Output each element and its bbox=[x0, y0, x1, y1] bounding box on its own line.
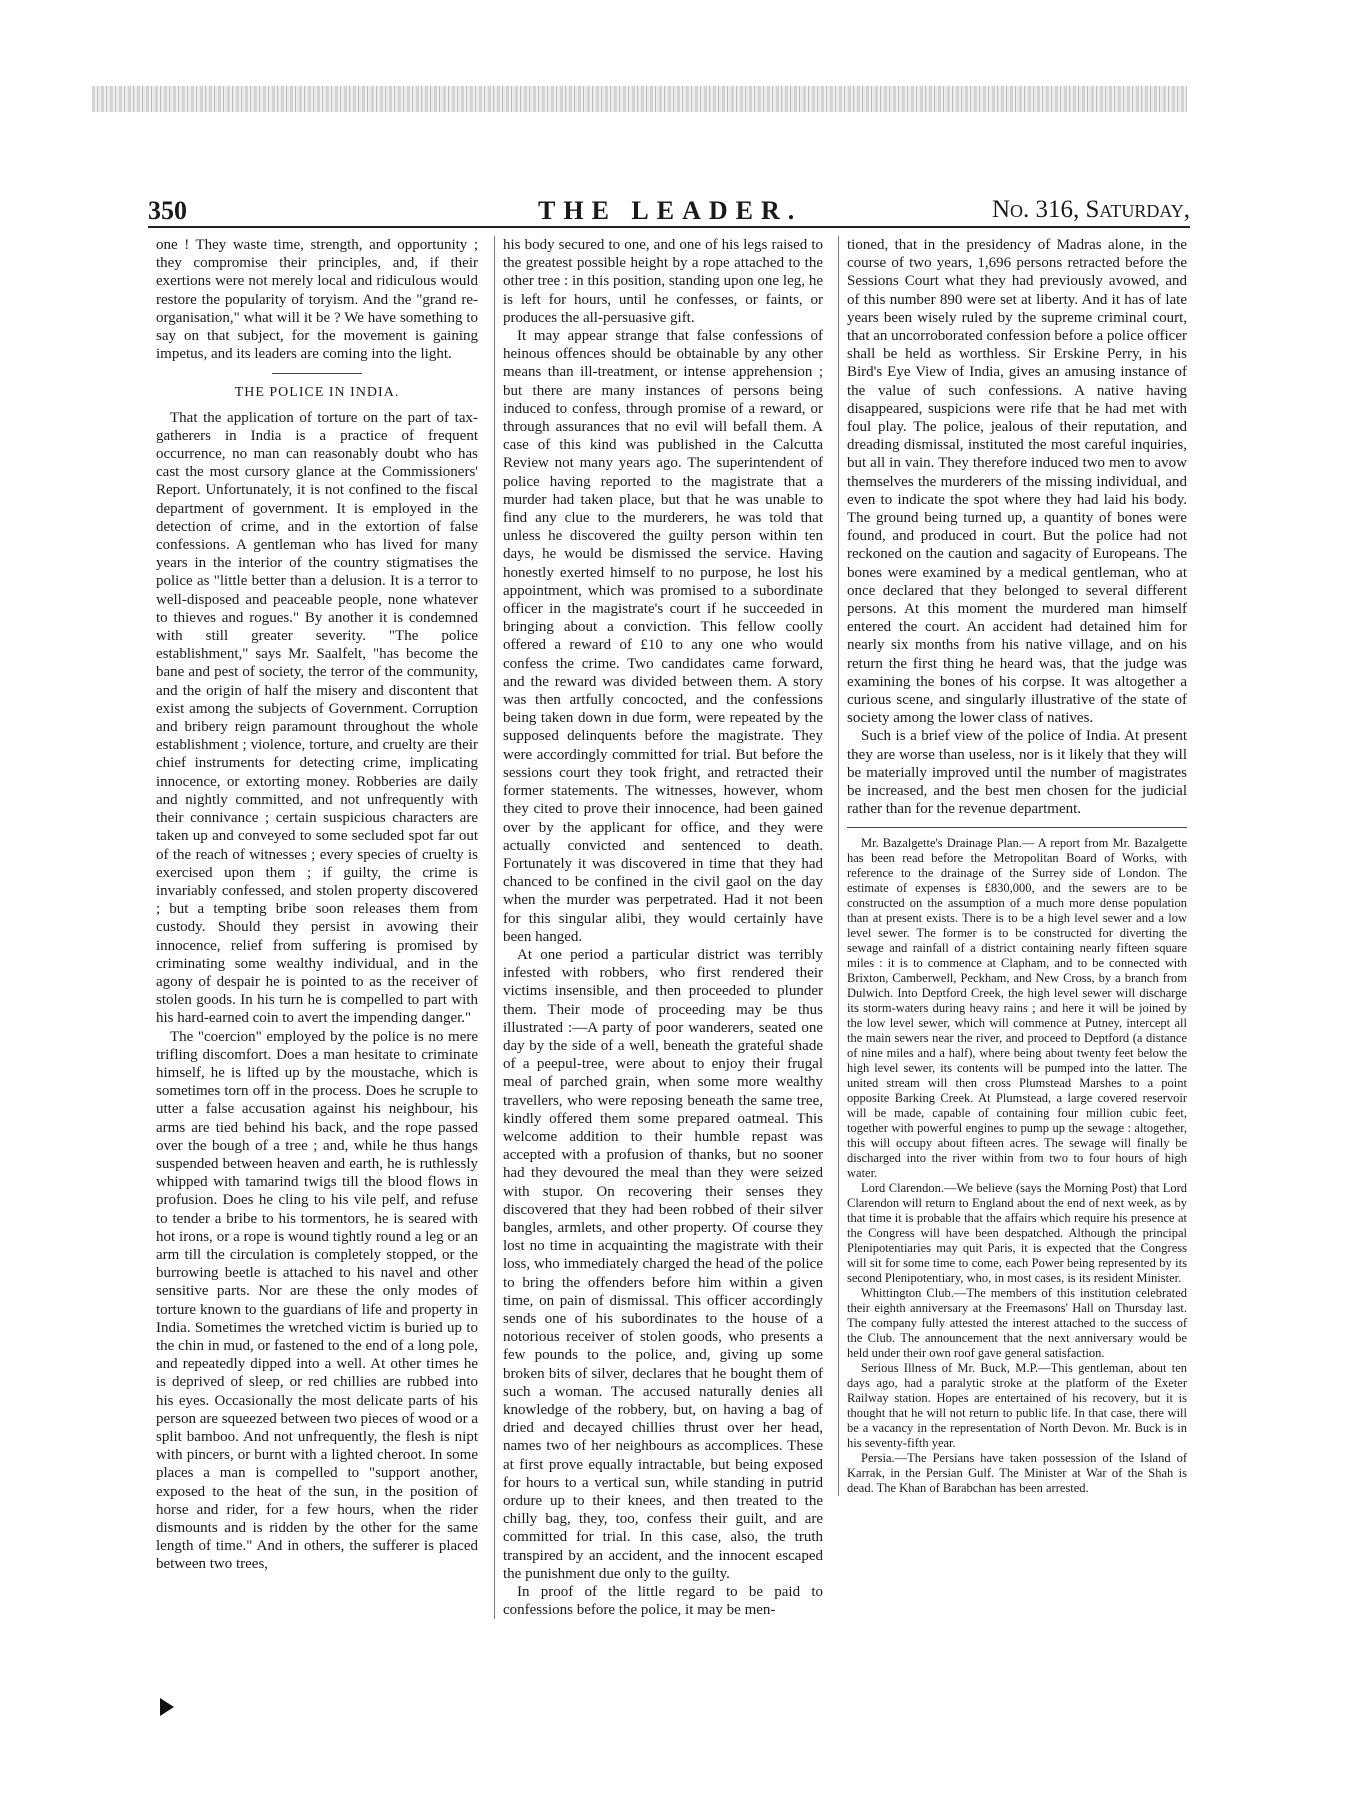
news-items bbox=[847, 836, 1187, 1496]
column-right bbox=[838, 236, 1187, 1496]
column-middle bbox=[494, 236, 823, 1619]
section-title: THE POLICE IN INDIA. bbox=[234, 385, 400, 401]
scan-arrow-marker bbox=[160, 1698, 174, 1716]
section-divider bbox=[847, 827, 1187, 828]
scan-border-band bbox=[92, 86, 1187, 112]
paragraph: It may appear strange that false confessions of heinous offences should be obtainable by any other means than ill-treatment, or intense apprehension ; but there are many instances of persons being induced to confess, through promise of a reward, or through assurances that no evil will befall them. A case of this kind was published in the Calcutta Review not many years ago. The superintendent of police having reported to the magistrate that a murder had taken place, but that he was unable to find any clue to the murderers, he was told that unless he discovered the guilty person within ten days, he would be dismissed the service. Having honestly exerted himself to no purpose, he lost his appointment, which was promised to a subordinate officer in the magistrate's court if he succeeded in bringing about a conviction. This fellow coolly offered a reward of £10 to any one who would confess the crime. Two candidates came forward, and the reward was divided between them. A story was then artfully concocted, and the confessions being taken down in due form, were repeated by the supposed delinquents before the magistrate. They were accordingly committed for trial. But before the sessions court they took fright, and retracted their former statements. The witnesses, however, whom they cited to prove their innocence, had been gained over by the applicant for office, and they were actually convicted and sentenced to death. Fortunately it was discovered in time that they had chanced to be confined in the civil gaol on the day when the murder was perpetrated. Had it not been for this singular alibi, they would certainly have been hanged. bbox=[503, 328, 823, 945]
paragraph: That the application of torture on the part of tax-gatherers in India is a practice of frequent occurrence, no man can reasonably doubt who has cast the most cursory glance at the Commissioners' Report. Unfortunately, it is not confined to the fiscal department of government. It is employed in the detection of crime, and in the extortion of false confessions. A gentleman who has lived for many years in the interior of the country stigmatises the police as "little better than a delusion. It is a terror to well-disposed and peaceable people, none whatever to thieves and rogues." By another it is condemned with still greater severity. "The police establishment," says Mr. Saalfelt, "has become the bane and pest of society, the terror of the community, and the origin of half the misery and discontent that exist among the subjects of Government. Corruption and bribery reign paramount throughout the whole establishment ; violence, torture, and cruelty are their chief instruments for detecting crime, implicating innocence, or extorting money. Robberies are daily and nightly committed, and not unfrequently with their connivance ; certain suspicious characters are taken up and conveyed to some secluded spot far out of the reach of witnesses ; every species of cruelty is exercised upon them ; if guilty, the crime is invariably confessed, and stolen property discovered ; but a tempting bribe soon releases them from custody. Should they persist in avowing their innocence, relief from suffering is promised by criminating some wealthy individual, and in the agony of despair he is pointed to as the receiver of stolen goods. In his turn he is compelled to part with his hard-earned coin to avert the impending danger." bbox=[156, 409, 478, 1027]
page-number: 350 bbox=[148, 196, 187, 225]
masthead-title: THE LEADER. bbox=[538, 196, 803, 225]
news-item: Persia.—The Persians have taken possession of the Island of Karrak, in the Persian Gulf. The Minister at War of the Shah is dead. The Khan of Barabchan has been arrested. bbox=[847, 1450, 1187, 1495]
paragraph: his body secured to one, and one of his legs raised to the greatest possible height by a rope attached to the other tree : in this position, standing upon one leg, he is left for hours, until he confesses, or faints, or produces the all-persuasive gift. bbox=[503, 237, 823, 326]
news-item: Mr. Bazalgette's Drainage Plan.— A report from Mr. Bazalgette has been read before the Metropolitan Board of Works, with reference to the drainage of the Surrey side of London. The estimate of expenses is £830,000, and the sewers are to be constructed on the assumption of a much more dense population than at present exists. There is to be a high level sewer and a low level sewer. The former is to be constructed for diverting the sewage and rainfall of a district containing nearly fifteen square miles : it is to commence at Clapham, and to be connected with Brixton, Camberwell, Peckham, and New Cross, by a branch from Dulwich. Into Deptford Creek, the high level sewer will discharge its storm-waters during heavy rains ; and here it will be joined by the low level sewer, which will commence at Putney, intercept all the main sewers near the river, and proceed to Deptford (a distance of nine miles and a half), where being about twenty feet below the high level sewer, its contents will be pumped into the latter. The united stream will then cross Plumstead Marshes to a point opposite Barking Creek. At Plumstead, a large covered reservoir will be made, capable of containing four million cubic feet, together with powerful engines to pump up the sewage : altogether, this will occupy about fifteen acres. The sewage will finally be discharged into the river within from two to four hours of high water. bbox=[847, 835, 1187, 1180]
paragraph: one ! They waste time, strength, and opportunity ; they compromise their principles, and, if their exertions were not merely local and ridiculous would restore the popularity of toryism. And the "grand re-organisation," what will it be ? We have something to say on that subject, for the movement is gaining impetus, and its leaders are coming into the light. bbox=[156, 237, 478, 363]
paragraph: In proof of the little regard to be paid to confessions before the police, it may be men- bbox=[503, 1584, 823, 1619]
paragraph: Such is a brief view of the police of India. At present they are worse than useless, nor is it likely that they will be materially improved until the number of magistrates be increased, and the best men chosen for the judicial rather than for the revenue department. bbox=[847, 728, 1187, 818]
news-item: Lord Clarendon.—We believe (says the Morning Post) that Lord Clarendon will return to England about the end of next week, as by that time it is probable that the affairs which require his presence at the Congress will have been despatched. Although the principal Plenipotentiaries may quit Paris, it is expected that the Congress will sit for some time to come, each Power being represented by its second Plenipotentiary, who, in most cases, is its resident Minister. bbox=[847, 1180, 1187, 1285]
paragraph: At one period a particular district was terribly infested with robbers, who first rendered their victims insensible, and then proceeded to plunder them. Their mode of proceeding may be thus illustrated :—A party of poor wanderers, seated one day by the side of a well, beneath the grateful shade of a peepul-tree, were about to enjoy their frugal meal of parched grain, when some more wealthy travellers, who were reposing beneath the same tree, kindly offered them some prepared oatmeal. This welcome addition to their humble repast was accepted with a profusion of thanks, but no sooner had they devoured the meal than they were seized with stupor. On recovering their senses they discovered that they had been robbed of their silver bangles, armlets, and other property. Of course they lost no time in acquainting the magistrate with their loss, who immediately charged the head of the police to bring the offenders before him within a given time, on pain of dismissal. This officer accordingly sends one of his subordinates to the house of a notorious receiver of stolen goods, who presents a few pounds to the police, and, giving up some broken bits of silver, declares that he bought them of such a woman. The accused naturally denies all knowledge of the robbery, but, on having a bag of dried and decayed chillies thrust over her head, names two of her neighbours as accomplices. These at first prove equally intractable, but being exposed for hours to a vertical sun, while standing in putrid ordure up to their knees, and then treated to the chilly bag, they, too, confess their guilt, and are committed for trial. In this case, also, the truth transpired by an accident, and the innocent escaped the punishment due only to the guilty. bbox=[503, 946, 823, 1582]
paragraph: The "coercion" employed by the police is no mere trifling discomfort. Does a man hesitate to criminate himself, he is lifted up by the moustache, which is sometimes torn off in the process. Does he scruple to utter a false accusation against his neighbour, his arms are tied behind his back, and the rope passed over the bough of a tree ; and, while he thus hangs suspended between heaven and earth, he is ruthlessly whipped with tamarind twigs till the blood flows in profusion. Does he cling to his vile pelf, and refuse to tender a bribe to his tormentors, he is seared with hot irons, or a rope is wound tightly round a leg or an arm till the circulation is completely stopped, or the burrowing beetle is attached to his navel and other sensitive parts. Nor are these the only modes of torture known to the guardians of life and property in India. Sometimes the wretched victim is buried up to the chin in mud, or fastened to the end of a long pole, and repeatedly dipped into a well. At other times he is deprived of sleep, or red chillies are rubbed into his eyes. Occasionally the most delicate parts of his person are squeezed between two pieces of wood or a split bamboo. And not unfrequently, the flesh is nipt with pincers, or burnt with a lighted cheroot. In some places a man is compelled to "support another, exposed to the heat of the sun, in the position of horse and rider, for a few hours, when the rider dismounts and is ridden by the other for the same length of time." And in others, the sufferer is placed between two trees, bbox=[156, 1028, 478, 1573]
page-header bbox=[148, 196, 1190, 228]
section-divider bbox=[272, 373, 362, 374]
paragraph: tioned, that in the presidency of Madras alone, in the course of two years, 1,696 persons retracted before the Sessions Court what they had previously avowed, and of this number 890 were set at liberty. And it has of late years been wisely ruled by the supreme criminal court, that an uncorroborated confession before a police officer shall be held as worthless. Sir Erskine Perry, in his Bird's Eye View of India, gives an amusing instance of the value of such confessions. A native having disappeared, suspicions were rife that he had met with foul play. The police, jealous of their reputation, and dreading dismissal, instituted the most careful inquiries, but all in vain. They therefore induced two men to avow themselves the murderers of the missing individual, and even to indicate the spot where they had laid his body. The ground being turned up, a quantity of bones were found, and produced in court. But the police had not reckoned on the caution and sagacity of Europeans. The bones were examined by a medical gentleman, who at once declared that they belonged to several different persons. At this moment the murdered man himself entered the court. An accident had detained him for nearly six months from his native village, and on his return the first thing he heard was, that the judge was examining the bones of his corpse. It was altogether a curious scene, and singularly illustrative of the state of society among the lower class of natives. bbox=[847, 237, 1187, 727]
news-item: Whittington Club.—The members of this institution celebrated their eighth anniversary at the Freemasons' Hall on Thursday last. The company fully attested the interest attached to the success of the Club. The announcement that the next anniversary would be held under their own roof gave general satisfaction. bbox=[847, 1285, 1187, 1360]
issue-number: No. 316, Saturday, bbox=[991, 196, 1190, 223]
column-left bbox=[156, 236, 478, 1574]
news-item: Serious Illness of Mr. Buck, M.P.—This gentleman, about ten days ago, had a paralytic stroke at the platform of the Exeter Railway station. Hopes are entertained of his recovery, but it is thought that he will not return to public life. In that case, there will be a vacancy in the representation of North Devon. Mr. Buck is in his seventy-fifth year. bbox=[847, 1360, 1187, 1450]
